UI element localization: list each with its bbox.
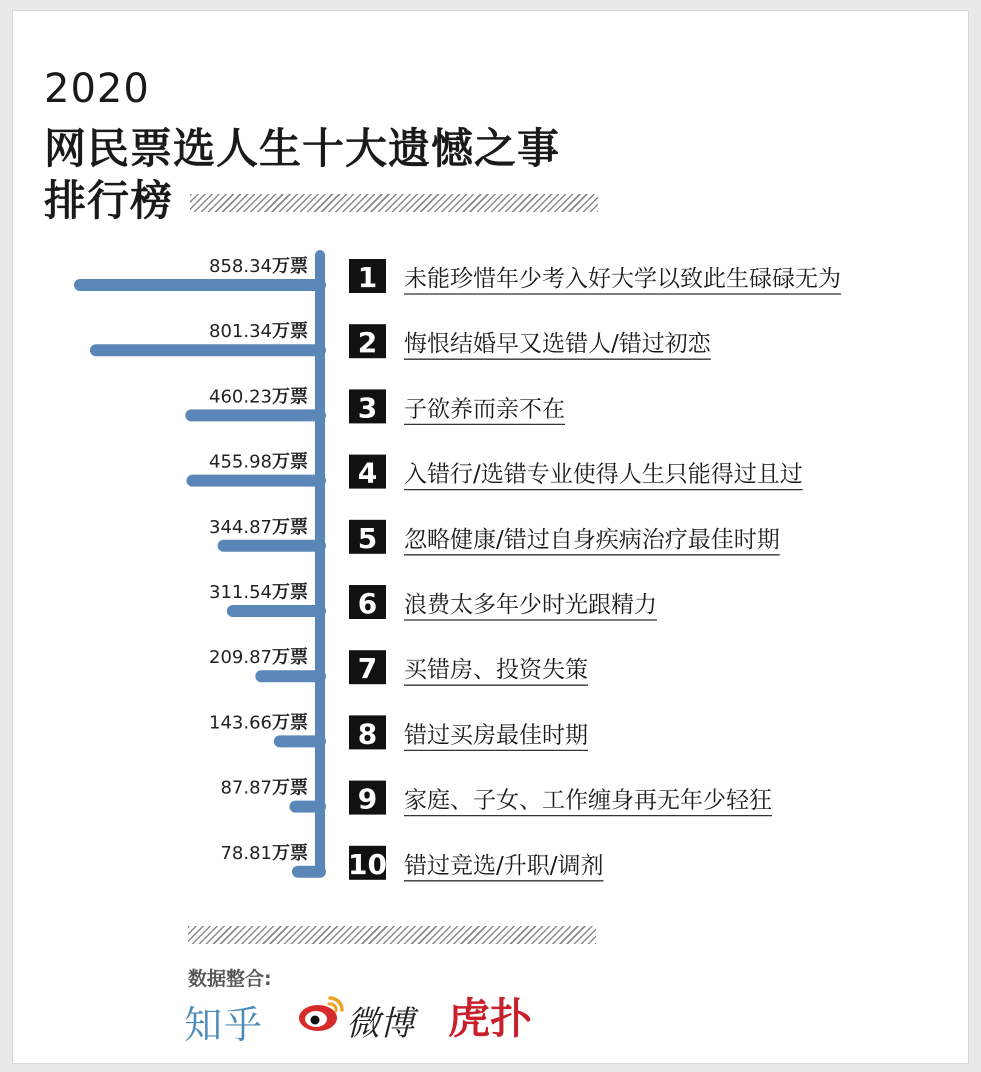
value-label: 87.87万票: [220, 777, 308, 799]
value-label: 858.34万票: [209, 256, 308, 277]
hupu-logo: 虎扑: [448, 994, 533, 1043]
rank-number: 3: [357, 391, 378, 425]
category-label: 未能珍惜年少考入好大学以致此生碌碌无为: [404, 266, 841, 292]
rank-number: 4: [357, 456, 378, 490]
value-label: 801.34万票: [209, 321, 308, 343]
category-label: 家庭、子女、工作缠身再无年少轻狂: [404, 787, 772, 814]
page-subtitle: 排行榜: [44, 176, 174, 225]
weibo-logo-text: 微博: [346, 1004, 414, 1044]
rank-number: 10: [348, 847, 387, 881]
category-label: 忽略健康/错过自身疾病治疗最佳时期: [404, 526, 780, 553]
value-label: 311.54万票: [209, 582, 308, 603]
category-label: 买错房、投资失策: [404, 657, 588, 684]
rank-number: 5: [357, 521, 378, 555]
rank-number: 1: [357, 261, 378, 294]
value-label: 455.98万票: [209, 451, 308, 473]
credit-label: 数据整合:: [188, 968, 272, 990]
value-label: 78.81万票: [220, 842, 308, 864]
axis-line: [315, 250, 325, 876]
value-label: 344.87万票: [209, 516, 308, 538]
category-label: 错过买房最佳时期: [404, 722, 588, 749]
value-label: 460.23万票: [209, 386, 308, 408]
rank-number: 6: [357, 587, 378, 620]
footer-hatch-divider: [188, 926, 596, 944]
category-label: 错过竞选/升职/调剂: [404, 852, 604, 879]
page-title: 网民票选人生十大遗憾之事: [44, 124, 561, 173]
rank-number: 2: [357, 326, 378, 360]
rank-number: 8: [357, 717, 378, 751]
rank-number: 7: [357, 652, 378, 686]
rank-number: 9: [357, 782, 378, 816]
category-label: 浪费太多年少时光跟精力: [404, 592, 657, 618]
value-label: 209.87万票: [209, 647, 308, 669]
zhihu-logo: 知乎: [184, 1003, 265, 1047]
value-label: 143.66万票: [209, 712, 308, 734]
category-label: 子欲养而亲不在: [404, 396, 565, 423]
category-label: 悔恨结婚早又选错人/错过初恋: [404, 331, 711, 358]
weibo-eye-icon: [296, 990, 346, 1034]
title-year: 2020: [44, 66, 150, 112]
category-label: 入错行/选错专业使得人生只能得过且过: [404, 461, 803, 488]
